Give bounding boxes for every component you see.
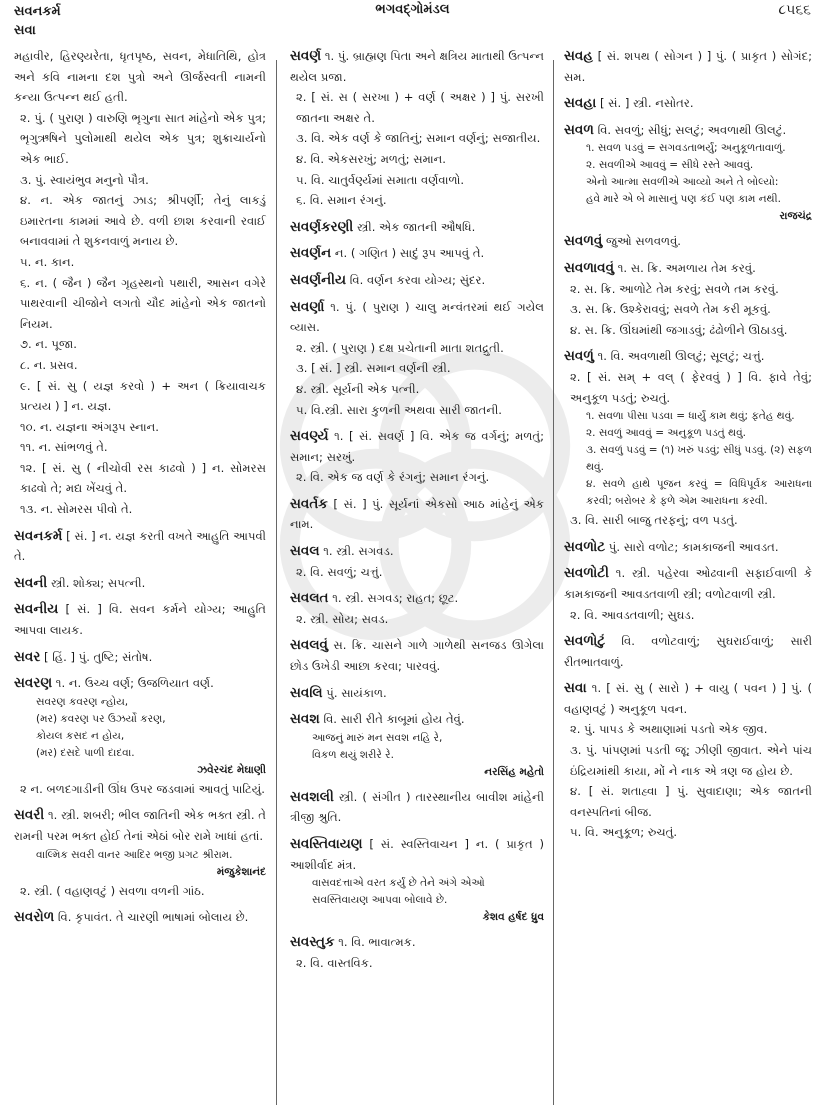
definition-sense: વિ. સવળું; સીધું; સલટું; અવળાથી ઊલટું. xyxy=(597,122,787,137)
headword: સવર્ણ xyxy=(290,48,322,64)
headword: સવનીય xyxy=(14,601,59,618)
definition-sense: [ સં. ] વિ. સવન કર્મને યોગ્ય; આહુતિ આપવા લાયક. xyxy=(14,602,266,638)
headword: સવલ xyxy=(290,543,320,560)
definition-sense: ૧૨. [ સં. સુ ( નીચોવી રસ કાઢવો ) ] ન. સોમરસ કાઢવો તે; મદ્ય ખેંચવું તે. xyxy=(20,460,266,496)
headword: સવળાવવું xyxy=(564,259,615,276)
headword: સવળોટી xyxy=(564,565,609,582)
dictionary-entry xyxy=(14,647,266,668)
definition-sense: [ હિં. ] પું. તુષ્ટિ; સંતોષ. xyxy=(44,649,153,664)
definition-sense: ૨. સ્ત્રી. ( વહાણવટું ) સવળા વળની ગાંઠ. xyxy=(20,883,205,898)
definition-sense: સ્ત્રી. ( સંગીત ) તારસ્થાનીય બાવીશ માંહેની ત્રીજી શ્રુતિ. xyxy=(290,789,545,825)
dictionary-entry xyxy=(14,573,266,594)
definition-sense: જુઓ સળવળવું. xyxy=(605,234,681,249)
column-1 xyxy=(14,46,266,934)
definition-sense: સ્ત્રી. શોક્ય; સપત્ની. xyxy=(50,575,146,590)
dictionary-entry xyxy=(290,683,544,704)
definition-sense: ૪. [ સં. શતાહ્વા ] પું. સુવાદાણા; એક જાતની વનસ્પતિનાં બીજ. xyxy=(570,784,812,819)
definition-sense: ૪. સ્ત્રી. સૂર્યની એક પત્ની. xyxy=(296,381,420,396)
definition-sense: ૧. વિ. ભાવાત્મક. xyxy=(338,935,416,950)
definition-sense: ૩. વિ. એક વર્ણ કે જાતિનું; સમાન વર્ણનું; સજાતીય. xyxy=(296,131,541,146)
headword: સવળવું xyxy=(564,233,603,250)
quotation-line: સવસ્તિવાયણ આપવા બોલાવે છે. xyxy=(312,894,448,907)
headword: સવસ્તુક xyxy=(290,934,335,951)
headword: સવશલી xyxy=(290,788,334,805)
quotation-line: (મર) કવરણ પર ઉઝર્યો કરણ, xyxy=(36,712,166,725)
dictionary-entry xyxy=(564,120,812,226)
dictionary-entry xyxy=(564,346,812,530)
dictionary-entry xyxy=(564,631,812,672)
definition-sense: ૧. [ સં. સુ ( સારો ) + વાયુ ( પવન ) ] પું. ( વહાણવટું ) અનુકૂળ પવન. xyxy=(564,681,812,716)
dictionary-entry xyxy=(290,834,544,926)
headword: સવર્ણ્ય xyxy=(290,428,329,445)
dictionary-entry xyxy=(564,678,812,843)
definition-sense: ૨. પું. ( પુરાણ ) વારુણિ ભૃગુના સાત માંહેનો એક પુત્ર; ભૃગુઋષિને પુલોમાથી થયેલ એક પુત્ર; શુક્રાચાર્યનો એક ભાઈ. xyxy=(20,110,266,166)
quotation-author: ઝવેરચંદ મેઘાણી xyxy=(197,763,266,776)
definition-sense: ૧. વિ. અવળાથી ઊલટું; સૂલટું; ચત્તું. xyxy=(597,349,765,364)
headword: સવલવું xyxy=(290,637,328,654)
definition-sense: [ સં. ] પું. સૂર્યનાં એકસો આઠ માંહેનું એક નામ. xyxy=(290,496,544,532)
dictionary-entry xyxy=(290,635,544,676)
definition-sense: સ. ક્રિ. ચાસને ગાળે ગાળેથી સનજડ ઊગેલા છોડ ઉખેડી આછા કરવા; પારવવું. xyxy=(290,638,544,674)
quotation-line: સવરણ કવરણ ન્હોય, xyxy=(36,695,129,708)
dictionary-entry xyxy=(290,541,544,582)
definition-sense: ૪. ન. એક જાતનું ઝાડ; શ્રીપર્ણી; તેનું લાકડું ઇમારતના કામમાં આવે છે. વળી છાશ કરવાની રવાઈ બનાવવામાં તે શુકનવાળું મનાય છે. xyxy=(20,193,266,249)
definition-sense: ૪. સ. ક્રિ. ઊંઘમાંથી જગાડવું; ઢંઢોળીને ઊઠાડવું. xyxy=(570,322,788,337)
page-header xyxy=(0,0,825,48)
definition-sense: સ્ત્રી. એક જાતની ઔષધિ. xyxy=(356,219,476,234)
dictionary-entry xyxy=(14,805,266,901)
definition-sense: વિ. કૃપાવંત. તે ચારણી ભાષામાં બોલાય છે. xyxy=(57,910,249,925)
definition-sense: ૬. ન. ( જૈન ) જૈન ગૃહસ્થનો પથારી, આસન વગેરે પાથરવાની ચીજોને લગતો ચૌદ માંહેનો એક જાતનો નિયમ. xyxy=(20,275,266,331)
definition-sense: ૨. [ સં. સમ્ + વલ્ ( ફેરવવું ) ] વિ. ફાવે તેવું; અનુકૂળ પડતું; રુચતું. xyxy=(570,369,812,405)
definition-sense: ૧૩. ન. સોમરસ પીવો તે. xyxy=(20,502,133,517)
definition-sense: ૧. સ્ત્રી. સગવડ; રાહત; છૂટ. xyxy=(332,591,459,606)
headword: સવર્ણન xyxy=(290,245,332,262)
definition-sense: ૨. વિ. વાસ્તવિક. xyxy=(296,955,373,970)
definition-sense: ૩. વિ. સારી બાજુ તરફનું; વળ પડતું. xyxy=(570,513,738,528)
quotation-line: ૧. સવળ પડવું = સગવડતાભર્યું; અનુકૂળતાવાળું. xyxy=(586,142,786,155)
definition-sense: પું. સાયંકાળ. xyxy=(326,685,387,700)
dictionary-entry xyxy=(564,46,812,87)
headword: સવલત xyxy=(290,590,329,607)
dictionary-entry xyxy=(564,258,812,340)
quotation-line: વાલ્મિક સવરી વાનર આદિર ભજી પ્રગટ શ્રીરામ. xyxy=(36,848,233,861)
dictionary-entry xyxy=(14,673,266,799)
dictionary-entry xyxy=(290,709,544,781)
headword: સવર્ણનીય xyxy=(290,271,347,288)
last-guide-word: સવા xyxy=(14,23,36,38)
headword: સવર્ણા xyxy=(290,298,325,315)
dictionary-entry xyxy=(14,907,266,928)
definition-sense: ૮. ન. પ્રસવ. xyxy=(20,357,78,372)
definition-sense: ૨. સ્ત્રી. ( પુરાણ ) દક્ષ પ્રચેતાની માતા શતદ્રુતી. xyxy=(296,340,504,355)
quotation-line: આજનું મારું મન સવશ નહિ રે, xyxy=(312,731,443,744)
headword: સવહા xyxy=(564,95,597,112)
headword: સવળોટ xyxy=(564,538,606,555)
definition-sense: મહાવીર, હિરણ્યરેતા, ધૃતપૃષ્ઠ, સવન, મેધાતિથિ, હોત્ર અને કવિ નામના દશ પુત્રો અને ઊર્જસ્વતી નામની કન્યા ઉત્પન્ન થઈ હતી. xyxy=(14,49,266,105)
quotation-line: (મર) દસદે પાળી દાદવા. xyxy=(36,746,135,759)
headword: સવલિ xyxy=(290,684,323,701)
dictionary-entry xyxy=(290,297,544,421)
definition-sense: ૩. [ સં. ] સ્ત્રી. સમાન વર્ણની સ્ત્રી. xyxy=(296,361,451,376)
dictionary-entry xyxy=(290,426,544,488)
definition-sense: ૫. વિ. ચાતુર્વર્ણ્યમાં સમાતા વર્ણવાળો. xyxy=(296,172,465,187)
headword: સવહ xyxy=(564,48,593,64)
headword: સવર્તક xyxy=(290,495,328,512)
quotation-line: ૪. સવળે હાથે પૂજન કરવું = વિધિપૂર્વક આરાધના કરવી; બરોબર કે ફળે એમ આરાધના કરવી. xyxy=(586,478,812,508)
headword: સવળ xyxy=(564,121,594,138)
dictionary-entry xyxy=(564,537,812,558)
definition-sense: ૯. [ સં. સુ ( યજ્ઞ કરવો ) + અન ( ક્રિયાવાચક પ્રત્યય ) ] ન. યજ્ઞ. xyxy=(20,378,266,414)
column-divider xyxy=(276,60,277,1105)
dictionary-entry xyxy=(14,526,266,567)
definition-sense: ૨. વિ. આવડતવાળી; સુઘડ. xyxy=(570,607,695,622)
quotation-line: ૨. સવળું આવવું = અનુકૂળ પડતું થવું. xyxy=(586,427,746,440)
dictionary-entry xyxy=(14,599,266,640)
quotation-line: ૨. સવળીએ આવવું = સીધે રસ્તે આવવું. xyxy=(586,159,754,172)
definition-sense: ૧. સ. ક્રિ. અમળાય તેમ કરવું. xyxy=(617,260,756,275)
definition-sense: ૧. સ્ત્રી. પહેરવા ઓઢવાની સફાઈવાળી કે કામકાજની આવડતવાળી સ્ત્રી; વળોટવાળી સ્ત્રી. xyxy=(564,566,812,601)
definition-sense: ૨. સ. ક્રિ. આળોટે તેમ કરવું; સવળે તમ કરવું. xyxy=(570,281,779,296)
definition-sense: ન. ( ગણિત ) સાદું રૂપ આપવું તે. xyxy=(334,246,485,261)
definition-sense: ૫. વિ.સ્ત્રી. સારા કુળની અથવા સારી જાતની. xyxy=(296,402,502,417)
headword: સવની xyxy=(14,574,48,591)
dictionary-entry xyxy=(564,93,812,114)
page-number: ૮૫૬૬ xyxy=(778,2,811,18)
definition-sense: ૨. સ્ત્રી. સોય; સવડ. xyxy=(296,611,389,626)
dictionary-entry xyxy=(290,243,544,264)
quotation-line: ૩. સવળું પડવું = (૧) ખરું પડવું; સીધું પડવું. (૨) સફળ થવું. xyxy=(586,444,812,474)
quotation-line: વાસવદત્તાએ વરત કર્યું છે તેને અંગે એઓ xyxy=(312,877,485,890)
quotation-author: રાજચંદ્ર xyxy=(779,210,812,223)
definition-sense: પું. સારો વળોટ; કામકાજની આવડત. xyxy=(608,539,779,554)
quotation-author: મંજુકેશાનંદ xyxy=(216,865,266,878)
definition-sense: ૭. ન. પૂજા. xyxy=(20,337,77,352)
headword: સવરોળ xyxy=(14,909,55,926)
definition-sense: ૧. પું. બ્રાહ્મણ પિતા અને ક્ષત્રિય માતાથી ઉત્પન્ન થયેલ પ્રજા. xyxy=(290,49,544,84)
headword: સવળું xyxy=(564,348,594,365)
definition-sense: વિ. સારી રીતે કાબૂમાં હોય તેવું. xyxy=(323,712,465,727)
definition-sense: ૩. પું. સ્વાયંભુવ મનુનો પૌત્ર. xyxy=(20,172,149,187)
quotation-author: કેશવ હર્ષદ ધ્રુવ xyxy=(482,911,544,924)
headword: સવનકર્મ xyxy=(14,527,63,544)
column-divider xyxy=(553,60,554,1105)
definition-sense: ૨. [ સં. સ ( સરખા ) + વર્ણ ( અક્ષર ) ] પું. સરખી જાતના અક્ષર તે. xyxy=(296,90,544,125)
headword: સવરણ xyxy=(14,675,53,692)
definition-sense: ૪. વિ. એકસરખું; મળતું; સમાન. xyxy=(296,151,446,166)
dictionary-entry xyxy=(290,46,544,211)
definition-sense: ૩. સ. ક્રિ. ઉશ્કેરાવવું; સવળે તેમ કરી મૂકવું. xyxy=(570,302,771,317)
definition-sense: ૫. ન. કાન. xyxy=(20,254,75,269)
definition-sense: ૧૦. ન. યજ્ઞના અંગરૂપ સ્નાન. xyxy=(20,419,159,434)
definition-sense: [ સં. ] સ્ત્રી. નસોતર. xyxy=(599,96,694,111)
dictionary-entry xyxy=(564,231,812,252)
definition-sense: ૧. પું. ( પુરાણ ) ચાલુ મન્વંતરમાં થઈ ગયેલ વ્યાસ. xyxy=(290,299,544,335)
dictionary-title: ભગવદ્ગોમંડલ xyxy=(375,2,450,17)
column-2 xyxy=(290,46,544,979)
dictionary-entry xyxy=(290,588,544,629)
first-guide-word: સવનકર્મ xyxy=(14,4,61,19)
dictionary-entry xyxy=(290,787,544,828)
quotation-line: હવે મારે એ બે માસાનું પણ કંઈ પણ કામ નથી. xyxy=(586,193,781,206)
quotation-line: ૧. સવળા પીસા પડવા = ધાર્યું કામ થવું; ફતેહ થવું. xyxy=(586,410,795,423)
dictionary-entry xyxy=(290,932,544,973)
headword: સવરી xyxy=(14,807,45,824)
quotation-author: નરસિંહ મહેતો xyxy=(484,765,544,778)
definition-sense: ૧. સ્ત્રી. શબરી; ભીલ જાતિની એક ભક્ત સ્ત્રી. તે રામની પરમ ભક્ત હોઈ તેનાં એઠાં બોર રામે ખાધાં હતાં. xyxy=(14,808,266,843)
dictionary-entry xyxy=(290,270,544,291)
dictionary-entry xyxy=(290,217,544,238)
definition-sense: ૨ ન. બળદગાડીની ઊંધ ઉપર જડવામાં આવતું પાટિયું. xyxy=(20,781,265,796)
definition-sense: [ સં. સ્વસ્તિવાચન ] ન. ( પ્રાકૃત ) આશીર્વાદ મંત્ર. xyxy=(290,837,544,872)
definition-sense: ૬. વિ. સમાન રંગનું. xyxy=(296,193,387,208)
definition-sense: ૨. પું. પાપડ કે અથાણામાં પડતો એક જીવ. xyxy=(570,722,768,737)
definition-sense: વિ. વળોટવાળું; સુઘરાઈવાળું; સારી રીતભાતવાળું. xyxy=(564,634,813,669)
definition-sense: વિ. વર્ણન કરવા યોગ્ય; સુંદર. xyxy=(349,272,486,287)
definition-sense: ૨. વિ. સવળું; ચત્તું. xyxy=(296,564,383,579)
definition-sense: ૫. વિ. અનુકૂળ; રુચતું. xyxy=(570,825,678,840)
definition-sense: ૧૧. ન. સાંભળવું તે. xyxy=(20,440,108,455)
dictionary-entry xyxy=(290,494,544,535)
headword: સવર્ણકરણી xyxy=(290,218,354,235)
quotation-line: કોયલ કસદ ન હોય, xyxy=(36,729,125,742)
dictionary-entry xyxy=(14,46,266,520)
headword: સવળોટું xyxy=(564,633,606,650)
definition-sense: ૧. સ્ત્રી. સગવડ. xyxy=(323,544,394,559)
quotation-line: એનો આત્મા સવળીએ આવ્યો અને તે બોલ્યો: xyxy=(586,176,779,189)
definition-sense: [ સં. ] ન. યજ્ઞ કરતી વખતે આહુતિ આપવી તે. xyxy=(14,528,267,564)
headword: સવસ્તિવાયણ xyxy=(290,836,363,852)
headword: સવર xyxy=(14,648,41,665)
definition-sense: ૩. પું. પાંપણમાં પડતી જૂ; ઝીણી જીવાત. એને પાંચ ઇંદ્રિયમાંથી કાયા, મોં ને નાક એ ત્રણ જ હોય છે. xyxy=(570,743,812,778)
column-3 xyxy=(564,46,812,849)
definition-sense: ૧. [ સં. સવર્ણ ] વિ. એક જ વર્ગનું; મળતું; સમાન; સરખું. xyxy=(290,429,544,464)
quotation-line: વિકળ થયું શરીરે રે. xyxy=(312,748,394,761)
definition-sense: ૧. ન. ઉચ્ચ વર્ણ; ઉજળિયાત વર્ણ. xyxy=(55,676,214,691)
definition-sense: ૨. વિ. એક જ વર્ણ કે રંગનું; સમાન રંગનું. xyxy=(296,470,490,485)
dictionary-entry xyxy=(564,563,812,625)
headword: સવા xyxy=(564,680,587,697)
definition-sense: [ સં. શપથ ( સોગન ) ] પું. ( પ્રાકૃત ) સોગંદ; સમ. xyxy=(564,49,812,84)
headword: સવશ xyxy=(290,711,320,728)
